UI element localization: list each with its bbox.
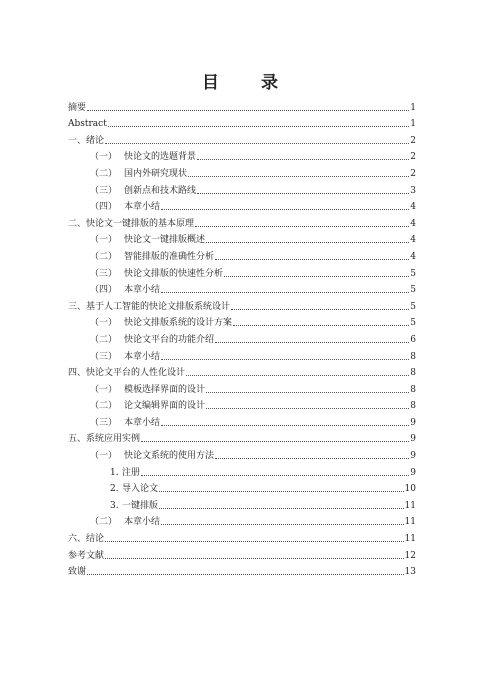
dot-leader	[233, 325, 409, 326]
toc-entry-number: （三）	[90, 268, 118, 279]
toc-entry-page: 9	[410, 467, 416, 478]
dot-leader	[105, 143, 409, 144]
page-title: 目 录	[202, 73, 296, 93]
toc-entry-page: 2	[410, 168, 416, 179]
dot-leader	[141, 441, 409, 442]
toc-entry-text: 本章小结	[124, 285, 161, 296]
dot-leader	[215, 259, 409, 260]
toc-entry-label	[90, 517, 160, 527]
toc-entry-text: 快论文的选题背景	[124, 152, 197, 163]
toc-entry-label	[110, 468, 140, 478]
toc-entry-text: 快论文排版系统的设计方案	[124, 318, 233, 329]
toc-entry[interactable]	[68, 345, 416, 362]
toc-entry-page: 2	[410, 135, 416, 146]
dot-leader	[188, 176, 409, 177]
toc-entry[interactable]	[68, 411, 416, 428]
toc-entry-text: 国内外研究现状	[124, 168, 188, 179]
toc-entry-number: 1.	[110, 467, 119, 478]
toc-entry-text: 本章小结	[124, 351, 161, 362]
toc-entry-text: 注册	[122, 467, 141, 478]
toc-entry-label	[68, 136, 104, 146]
dot-leader	[87, 574, 404, 575]
toc-entry-page: 3	[410, 185, 416, 196]
toc-entry-page: 11	[404, 500, 416, 511]
toc-entry-text: 五、系统应用实例	[68, 434, 141, 445]
toc-entry-text: 四、快论文平台的人性化设计	[68, 368, 186, 379]
toc-entry[interactable]	[68, 96, 416, 113]
toc-entry-label	[68, 302, 230, 312]
dot-leader	[215, 342, 409, 343]
toc-entry-text: 本章小结	[124, 517, 161, 528]
toc-entry[interactable]	[68, 511, 416, 528]
toc-entry-number: 3.	[110, 500, 119, 511]
toc-entry-number: 2.	[110, 484, 119, 495]
toc-entry-text: 快论文系统的使用方法	[124, 451, 215, 462]
dot-leader	[141, 475, 409, 476]
toc-entry[interactable]	[68, 245, 416, 262]
dot-leader	[105, 541, 404, 542]
toc-entry[interactable]	[68, 428, 416, 445]
toc-entry[interactable]	[68, 527, 416, 544]
dot-leader	[105, 558, 404, 559]
toc-entry-number: （三）	[90, 185, 118, 196]
toc-entry-label	[90, 418, 160, 428]
toc-entry[interactable]	[68, 179, 416, 196]
toc-entry[interactable]	[68, 113, 416, 130]
toc-entry-label	[90, 152, 196, 162]
dot-leader	[215, 458, 409, 459]
toc-entry-text: 快论文一键排版概述	[124, 235, 206, 246]
toc-entry-page: 8	[410, 351, 416, 362]
toc-entry-page: 11	[404, 534, 416, 545]
toc-entry-page: 4	[410, 202, 416, 213]
toc-entry-number: （一）	[90, 152, 118, 163]
toc-entry-number: （二）	[90, 401, 118, 412]
toc-entry[interactable]	[68, 229, 416, 246]
toc-entry-label	[90, 235, 205, 245]
toc-entry[interactable]	[68, 279, 416, 296]
dot-leader	[186, 375, 409, 376]
toc-entry[interactable]	[68, 212, 416, 229]
toc-entry-page: 9	[410, 451, 416, 462]
toc-entry-page: 5	[410, 268, 416, 279]
toc-entry-label	[68, 103, 86, 113]
dot-leader	[195, 226, 409, 227]
toc-entry-text: 一、绪论	[68, 135, 105, 146]
toc-entry-number: （一）	[90, 451, 118, 462]
toc-entry-text: 快论文平台的功能介绍	[124, 334, 215, 345]
toc-entry-text: 三、基于人工智能的快论文排版系统设计	[68, 301, 231, 312]
toc-entry-label	[90, 385, 205, 395]
dot-leader	[206, 242, 409, 243]
toc-entry-label	[68, 368, 185, 378]
toc-entry-page: 8	[410, 384, 416, 395]
toc-entry-label	[90, 169, 187, 179]
dot-leader	[206, 392, 409, 393]
toc-entry-text: 二、快论文一键排版的基本原理	[68, 218, 195, 229]
toc-entry-text: 一键排版	[122, 500, 159, 511]
dot-leader	[161, 359, 409, 360]
dot-leader	[197, 159, 409, 160]
toc-entry-label	[68, 567, 86, 577]
toc-entry-page: 4	[410, 218, 416, 229]
toc-entry-text: 六、结论	[68, 534, 105, 545]
toc-entry-text: Abstract	[68, 119, 107, 130]
dot-leader	[224, 276, 409, 277]
toc-entry-number: （一）	[90, 318, 118, 329]
toc-entry[interactable]	[68, 378, 416, 395]
dot-leader	[206, 408, 409, 409]
toc-entry-label	[90, 202, 160, 212]
toc-entry-label	[110, 501, 158, 511]
toc-entry-number: （二）	[90, 251, 118, 262]
toc-entry-page: 8	[410, 368, 416, 379]
toc-entry[interactable]	[68, 544, 416, 561]
toc-entry-page: 6	[410, 334, 416, 345]
toc-entry-page: 13	[404, 567, 416, 578]
toc-entry-page: 1	[410, 102, 416, 113]
toc-entry-number: （三）	[90, 417, 118, 428]
dot-leader	[161, 524, 404, 525]
toc-entry-label	[90, 318, 232, 328]
toc-entry[interactable]	[68, 312, 416, 329]
toc-entry-page: 11	[404, 517, 416, 528]
toc-entry-page: 12	[404, 550, 416, 561]
toc-entry-label	[110, 484, 158, 494]
toc-entry-number: （四）	[90, 285, 118, 296]
toc-entry-text: 论文编辑界面的设计	[124, 401, 206, 412]
toc-entry-text: 参考文献	[68, 550, 105, 561]
toc-entry-page: 9	[410, 417, 416, 428]
toc-entry-number: （四）	[90, 202, 118, 213]
toc-entry[interactable]	[68, 129, 416, 146]
toc-entry-label	[68, 534, 104, 544]
toc-entry-page: 10	[404, 484, 416, 495]
toc-entry-label	[90, 401, 205, 411]
toc-entry-page: 9	[410, 434, 416, 445]
toc-entry-text: 本章小结	[124, 417, 161, 428]
toc-entry-page: 8	[410, 401, 416, 412]
toc-entry-text: 摘要	[68, 102, 87, 113]
dot-leader	[159, 508, 404, 509]
toc-entry-text: 模板选择界面的设计	[124, 384, 206, 395]
toc-entry-label	[90, 451, 214, 461]
toc-entry[interactable]	[68, 295, 416, 312]
toc-entry-page: 1	[410, 119, 416, 130]
toc-entry-label	[90, 335, 214, 345]
dot-leader	[87, 110, 409, 111]
toc-entry-page: 5	[410, 318, 416, 329]
toc-entry-number: （二）	[90, 517, 118, 528]
toc-entry-number: （二）	[90, 168, 118, 179]
dot-leader	[161, 209, 409, 210]
dot-leader	[108, 126, 409, 127]
toc-entry[interactable]	[68, 478, 416, 495]
toc-entry-number: （一）	[90, 235, 118, 246]
toc-entry-label	[90, 269, 223, 279]
toc-entry[interactable]	[68, 328, 416, 345]
toc-entry[interactable]	[68, 461, 416, 478]
dot-leader	[161, 425, 409, 426]
dot-leader	[161, 292, 409, 293]
toc-entry-page: 4	[410, 251, 416, 262]
toc-entry-number: （三）	[90, 351, 118, 362]
toc-entry-page: 4	[410, 235, 416, 246]
toc-entry-page: 5	[410, 285, 416, 296]
toc-entry[interactable]	[68, 362, 416, 379]
toc-entry[interactable]	[68, 395, 416, 412]
toc-entry-label	[90, 186, 196, 196]
toc-entry-text: 致谢	[68, 567, 87, 578]
toc-entry-label	[68, 551, 104, 561]
toc-entry[interactable]	[68, 262, 416, 279]
toc-entry-page: 5	[410, 301, 416, 312]
toc-entry-label	[90, 285, 160, 295]
toc-entry-number: （二）	[90, 334, 118, 345]
toc-entry-text: 本章小结	[124, 202, 161, 213]
dot-leader	[159, 491, 404, 492]
toc-entry[interactable]	[68, 162, 416, 179]
toc-entry-text: 导入论文	[122, 484, 159, 495]
toc-entry[interactable]	[68, 561, 416, 578]
dot-leader	[197, 193, 409, 194]
toc-entry-number: （一）	[90, 384, 118, 395]
toc-entry-label	[90, 352, 160, 362]
toc-entry[interactable]	[68, 494, 416, 511]
toc-entry-label	[68, 219, 194, 229]
toc-entry-label	[68, 119, 107, 129]
toc-entry-page: 2	[410, 152, 416, 163]
toc-entry-text: 智能排版的准确性分析	[124, 251, 215, 262]
dot-leader	[231, 309, 409, 310]
toc-entry-label	[68, 434, 140, 444]
toc-entry[interactable]	[68, 444, 416, 461]
toc-entry-label	[90, 252, 214, 262]
toc-entry[interactable]	[68, 196, 416, 213]
toc-entry-text: 创新点和技术路线	[124, 185, 197, 196]
table-of-contents	[68, 96, 416, 577]
toc-entry-text: 快论文排版的快速性分析	[124, 268, 224, 279]
toc-entry[interactable]	[68, 146, 416, 163]
